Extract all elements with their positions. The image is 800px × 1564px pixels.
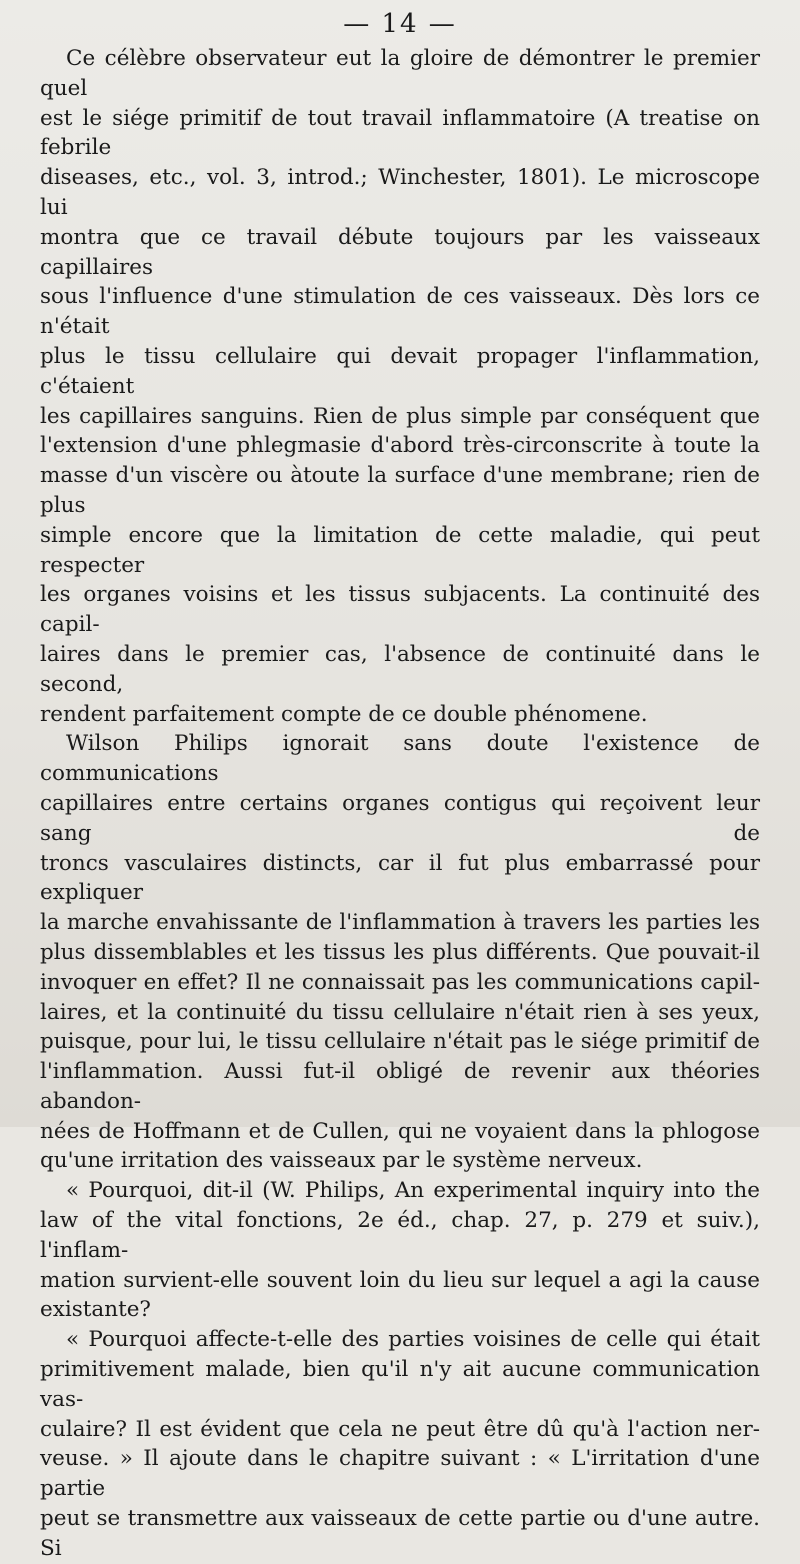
paragraph-1 <box>40 44 760 729</box>
text-line: « Pourquoi, dit-il (W. Philips, An experimental inquiry into the <box>66 1178 760 1204</box>
text-line: les organes voisins et les tissus subjacents. La continuité des capil- <box>40 582 760 638</box>
text-line: sous l'influence d'une stimulation de ces vaisseaux. Dès lors ce n'était <box>40 284 760 340</box>
text-line: veuse. » Il ajoute dans le chapitre suivant : « L'irritation d'une partie <box>40 1446 760 1502</box>
text-line: puisque, pour lui, le tissu cellulaire n'était pas le siége primitif de <box>40 1029 760 1055</box>
text-line: invoquer en effet? Il ne connaissait pas les communications capil- <box>40 969 760 995</box>
text-line: culaire? Il est évident que cela ne peut être dû qu'à l'action ner- <box>40 1416 760 1442</box>
text-line: simple encore que la limitation de cette maladie, qui peut respecter <box>40 522 760 578</box>
text-line: plus dissemblables et les tissus les plus différents. Que pouvait-il <box>40 939 760 965</box>
text-line: capillaires entre certains organes contigus qui reçoivent leur sang de <box>40 790 760 846</box>
text-line: la marche envahissante de l'inflammation à travers les parties les <box>40 910 760 936</box>
text-line: mation survient-elle souvent loin du lieu sur lequel a agi la cause <box>40 1267 760 1293</box>
text-line: montra que ce travail débute toujours par les vaisseaux capillaires <box>40 224 760 280</box>
text-line: nées de Hoffmann et de Cullen, qui ne voyaient dans la phlogose <box>40 1118 760 1144</box>
text-line: masse d'un viscère ou àtoute la surface d'une membrane; rien de plus <box>40 463 760 518</box>
paragraph-4 <box>40 1325 760 1563</box>
text-line: est le siége primitif de tout travail inflammatoire (A treatise on febrile <box>40 105 760 161</box>
text-line: laires dans le premier cas, l'absence de continuité dans le second, <box>40 641 760 697</box>
text-line: rendent parfaitement compte de ce double phénomene. <box>40 701 648 727</box>
text-line: l'inflammation. Aussi fut-il obligé de revenir aux théories abandon- <box>40 1059 760 1114</box>
text-line: qu'une irritation des vaisseaux par le système nerveux. <box>40 1148 643 1174</box>
text-line: diseases, etc., vol. 3, introd.; Winchester, 1801). Le microscope lui <box>40 165 760 220</box>
text-line: l'extension d'une phlegmasie d'abord très-circonscrite à toute la <box>40 433 760 459</box>
paragraph-2 <box>40 729 760 1176</box>
text-line: plus le tissu cellulaire qui devait propager l'inflammation, c'étaient <box>40 343 760 399</box>
text-line: law of the vital fonctions, 2e éd., chap. 27, p. 279 et suiv.), l'inflam- <box>40 1208 760 1263</box>
paragraph-3 <box>40 1176 760 1325</box>
text-line: peut se transmettre aux vaisseaux de cette partie ou d'une autre. Si <box>40 1506 760 1561</box>
text-line: Wilson Philips ignorait sans doute l'existence de communications <box>40 731 760 787</box>
text-line: troncs vasculaires distincts, car il fut plus embarrassé pour expliquer <box>40 850 760 906</box>
text-line: Ce célèbre observateur eut la gloire de démontrer le premier quel <box>40 46 760 101</box>
text-line: existante? <box>40 1297 151 1323</box>
text-line: laires, et la continuité du tissu cellulaire n'était rien à ses yeux, <box>40 999 760 1025</box>
text-line: les capillaires sanguins. Rien de plus simple par conséquent que <box>40 403 760 429</box>
page-number: — 14 — <box>343 9 457 39</box>
text-line: « Pourquoi affecte-t-elle des parties voisines de celle qui était <box>66 1327 760 1353</box>
text-line: primitivement malade, bien qu'il n'y ait aucune communication vas- <box>40 1357 760 1412</box>
